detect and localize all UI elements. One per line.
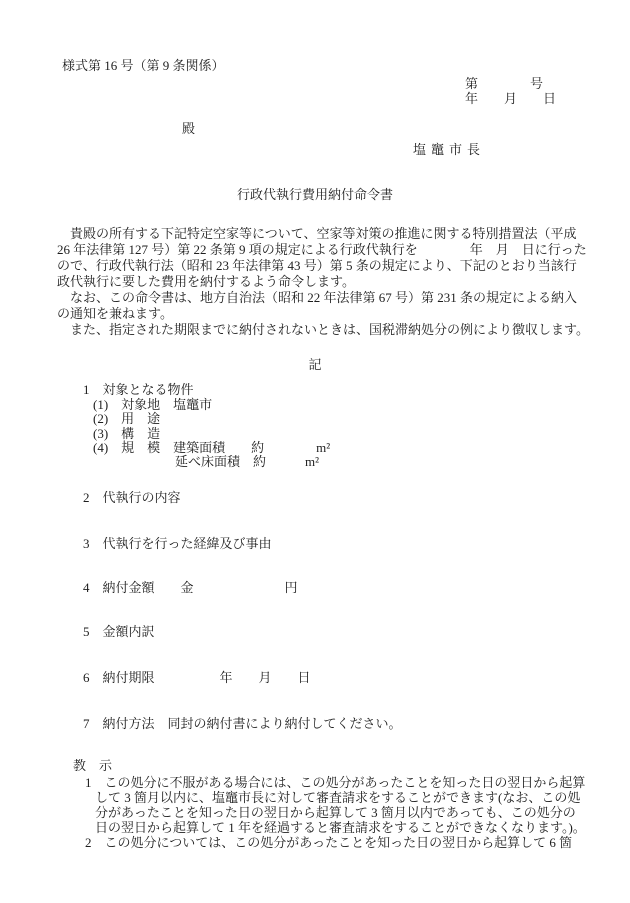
record-item-4: 4 納付金額 金 円 <box>83 580 298 595</box>
record-item-2: 2 代執行の内容 <box>83 490 181 505</box>
issuer-name: 塩竈市長 <box>413 142 486 157</box>
body-paragraph-line: また、指定された期限までに納付されないときは、国税滞納処分の例により徴収します。 <box>57 322 589 337</box>
record-item-1-sub-2: (2) 用 途 <box>93 411 161 426</box>
record-item-1-sub-4: (4) 規 模 建築面積 約 m² <box>93 440 331 455</box>
form-number: 様式第 16 号（第 9 条関係） <box>62 58 225 73</box>
record-item-1-sub-1: (1) 対象地 塩竈市 <box>93 397 213 412</box>
notice-line: 分があったことを知った日の翌日から起算して 3 箇月以内であっても、この処分の <box>95 805 576 820</box>
notice-line: 2 この処分については、この処分があったことを知った日の翌日から起算して 6 箇 <box>85 835 573 850</box>
body-paragraph-line: の通知を兼ねます。 <box>57 306 173 321</box>
record-item-1-heading: 1 対象となる物件 <box>83 382 194 397</box>
addressee-honorific: 殿 <box>182 121 196 136</box>
date-line: 年 月 日 <box>465 91 557 106</box>
record-item-5: 5 金額内訳 <box>83 624 155 639</box>
record-item-1-sub-4-continuation: 延べ床面積 約 m² <box>175 454 320 469</box>
record-item-6: 6 納付期限 年 月 日 <box>83 670 311 685</box>
doc-number-line: 第 号 <box>465 76 544 91</box>
body-paragraph-line: 政代執行に要した費用を納付するよう命令します。 <box>57 274 355 289</box>
record-item-3: 3 代執行を行った経緯及び事由 <box>83 536 272 551</box>
notice-line: 1 この処分に不服がある場合には、この処分があったことを知った日の翌日から起算 <box>85 775 586 790</box>
record-marker: 記 <box>308 357 322 372</box>
document-title: 行政代執行費用納付命令書 <box>236 187 393 202</box>
record-item-7: 7 納付方法 同封の納付書により納付してください。 <box>83 716 402 731</box>
body-paragraph-line: ので、行政代執行法（昭和 23 年法律第 43 号）第 5 条の規定により、下記のとおり当該行 <box>57 258 577 273</box>
body-paragraph-line: 26 年法律第 127 号）第 22 条第 9 項の規定による行政代執行を 年 月 日に行った <box>57 242 587 257</box>
record-item-1-sub-3: (3) 構 造 <box>93 426 161 441</box>
notice-line: して 3 箇月以内に、塩竈市長に対して審査請求をすることができます(なお、この処 <box>95 790 581 805</box>
notice-line: 日の翌日から起算して 1 年を経過すると審査請求をすることができなくなります。)。 <box>95 820 586 835</box>
notice-label: 教 示 <box>73 758 113 773</box>
body-paragraph-line: 貴殿の所有する下記特定空家等について、空家等対策の推進に関する特別措置法（平成 <box>57 226 577 241</box>
body-paragraph-line: なお、この命令書は、地方自治法（昭和 22 年法律第 67 号）第 231 条の規定による納入 <box>57 290 578 305</box>
